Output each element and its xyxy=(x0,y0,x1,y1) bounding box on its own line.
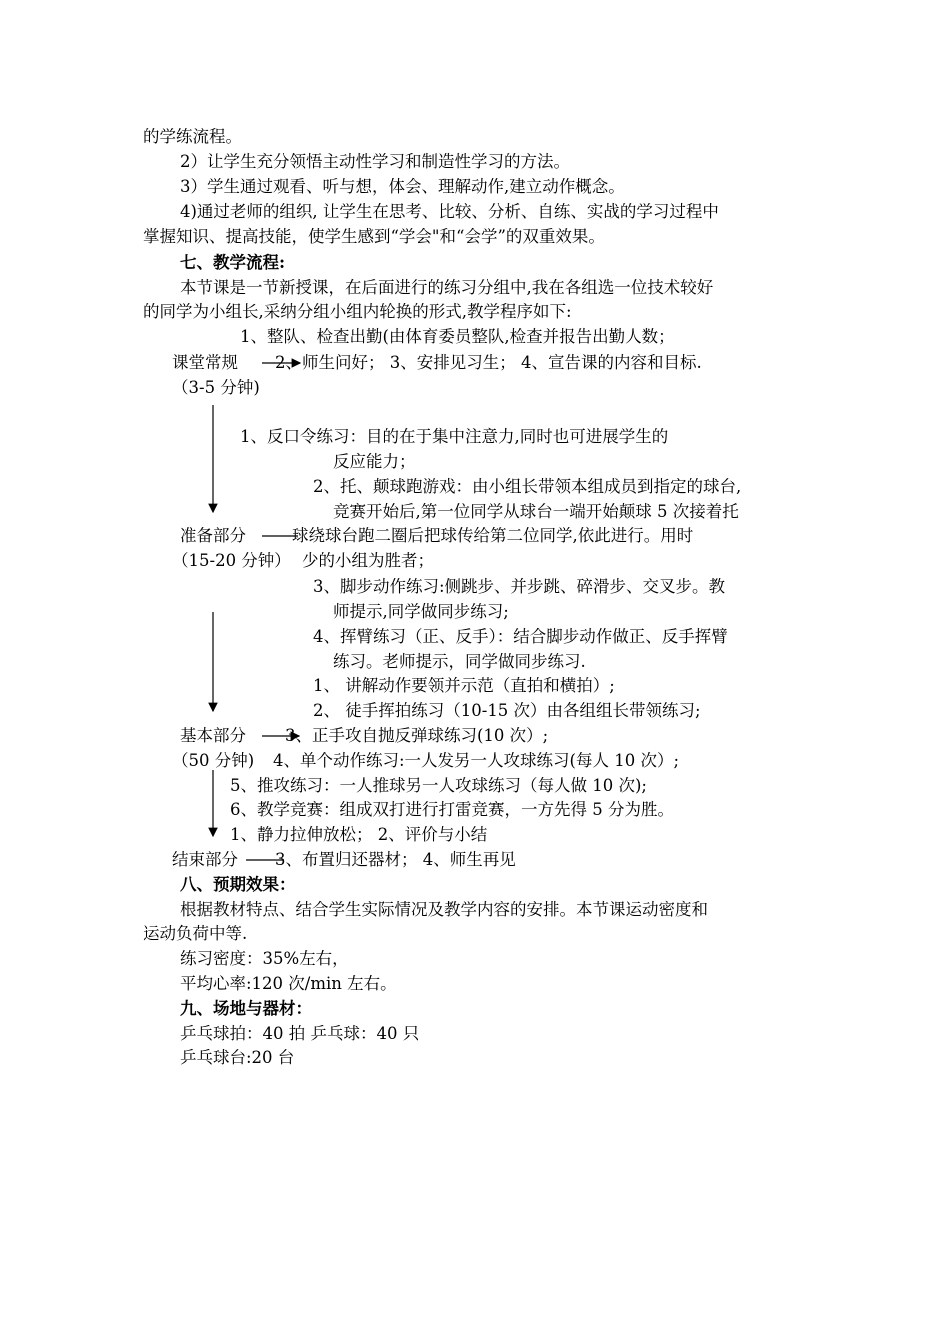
section-8-heading: 八、预期效果： xyxy=(180,875,296,894)
basic-time: （50 分钟) xyxy=(172,751,255,770)
routine-label: 课堂常规 xyxy=(172,353,238,372)
prep-time: （15-20 分钟） xyxy=(172,551,291,570)
prep-item-3: 3、脚步动作练习:侧跳步、并步跳、碎滑步、交叉步。教 xyxy=(313,577,726,596)
prep-item-4-cont: 练习。老师提示，同学做同步练习. xyxy=(333,652,586,671)
section-8-text: 根据教材特点、结合学生实际情况及教学内容的安排。本节课运动密度和 xyxy=(180,900,708,919)
prep-item-1-cont: 反应能力； xyxy=(333,452,416,471)
basic-item-2: 2、 徒手挥拍练习（10-15 次）由各组组长带领练习; xyxy=(313,701,701,720)
section-7-heading: 七、教学流程: xyxy=(180,253,286,272)
prep-item-2: 2、托、颠球跑游戏：由小组长带领本组成员到指定的球台, xyxy=(313,477,742,496)
prep-item-2-cont-2: 球绕球台跑二圈后把球传给第二位同学,依此进行。用时 xyxy=(292,526,694,545)
practice-density: 练习密度：35%左右， xyxy=(180,949,349,968)
basic-item-6: 6、教学竞赛：组成双打进行打雷竞赛，一方先得 5 分为胜。 xyxy=(230,800,674,819)
basic-item-3: 3、正手攻自抛反弹球练习(10 次）; xyxy=(285,726,549,745)
basic-item-1: 1、 讲解动作要领并示范（直拍和横拍）; xyxy=(313,676,615,695)
objective-2: 2）让学生充分领悟主动性学习和制造性学习的方法。 xyxy=(180,152,570,171)
ending-item-1: 1、静力拉伸放松； 2、评价与小结 xyxy=(230,825,488,844)
body-line: 的学练流程。 xyxy=(143,127,242,146)
prep-item-2-cont-3: 少的小组为胜者； xyxy=(302,551,434,570)
objective-4-cont: 掌握知识、提高技能，使学生感到“学会"和“会学”的双重效果。 xyxy=(143,227,605,246)
basic-item-5: 5、推攻练习：一人推球另一人攻球练习（每人做 10 次); xyxy=(230,776,647,795)
prep-item-2-cont-1: 竞赛开始后,第一位同学从球台一端开始颠球 5 次接着托 xyxy=(333,502,739,521)
routine-time: （3-5 分钟) xyxy=(172,378,260,397)
prep-item-3-cont: 师提示,同学做同步练习; xyxy=(333,602,509,621)
objective-4: 4)通过老师的组织, 让学生在思考、比较、分析、自练、实战的学习过程中 xyxy=(180,202,719,221)
prep-label: 准备部分 xyxy=(180,526,246,545)
average-heart-rate: 平均心率:120 次/min 左右。 xyxy=(180,974,397,993)
ending-label: 结束部分 xyxy=(172,850,238,869)
section-9-heading: 九、场地与器材： xyxy=(180,999,312,1018)
objective-3: 3）学生通过观看、听与想，体会、理解动作,建立动作概念。 xyxy=(180,177,625,196)
section-8-text-cont: 运动负荷中等. xyxy=(143,924,248,943)
routine-item-1: 1、整队、检查出勤(由体育委员整队,检查并报告出勤人数； xyxy=(240,327,675,346)
section-7-intro-cont: 的同学为小组长,采纳分组小组内轮换的形式,教学程序如下: xyxy=(143,302,572,321)
basic-label: 基本部分 xyxy=(180,726,246,745)
equipment-line-2: 乒乓球台:20 台 xyxy=(180,1048,295,1067)
routine-item-2: 2、师生问好； 3、安排见习生； 4、宣告课的内容和目标. xyxy=(275,353,702,372)
prep-item-1: 1、反口令练习：目的在于集中注意力,同时也可进展学生的 xyxy=(240,427,669,446)
equipment-line-1: 乒乓球拍：40 拍 乒乓球：40 只 xyxy=(180,1024,420,1043)
ending-item-2: 3、布置归还器材； 4、师生再见 xyxy=(275,850,516,869)
prep-item-4: 4、挥臂练习（正、反手）：结合脚步动作做正、反手挥臂 xyxy=(313,627,728,646)
section-7-intro: 本节课是一节新授课，在后面进行的练习分组中,我在各组选一位技术较好 xyxy=(180,278,714,297)
basic-item-4: 4、单个动作练习:一人发另一人攻球练习(每人 10 次）; xyxy=(273,751,680,770)
